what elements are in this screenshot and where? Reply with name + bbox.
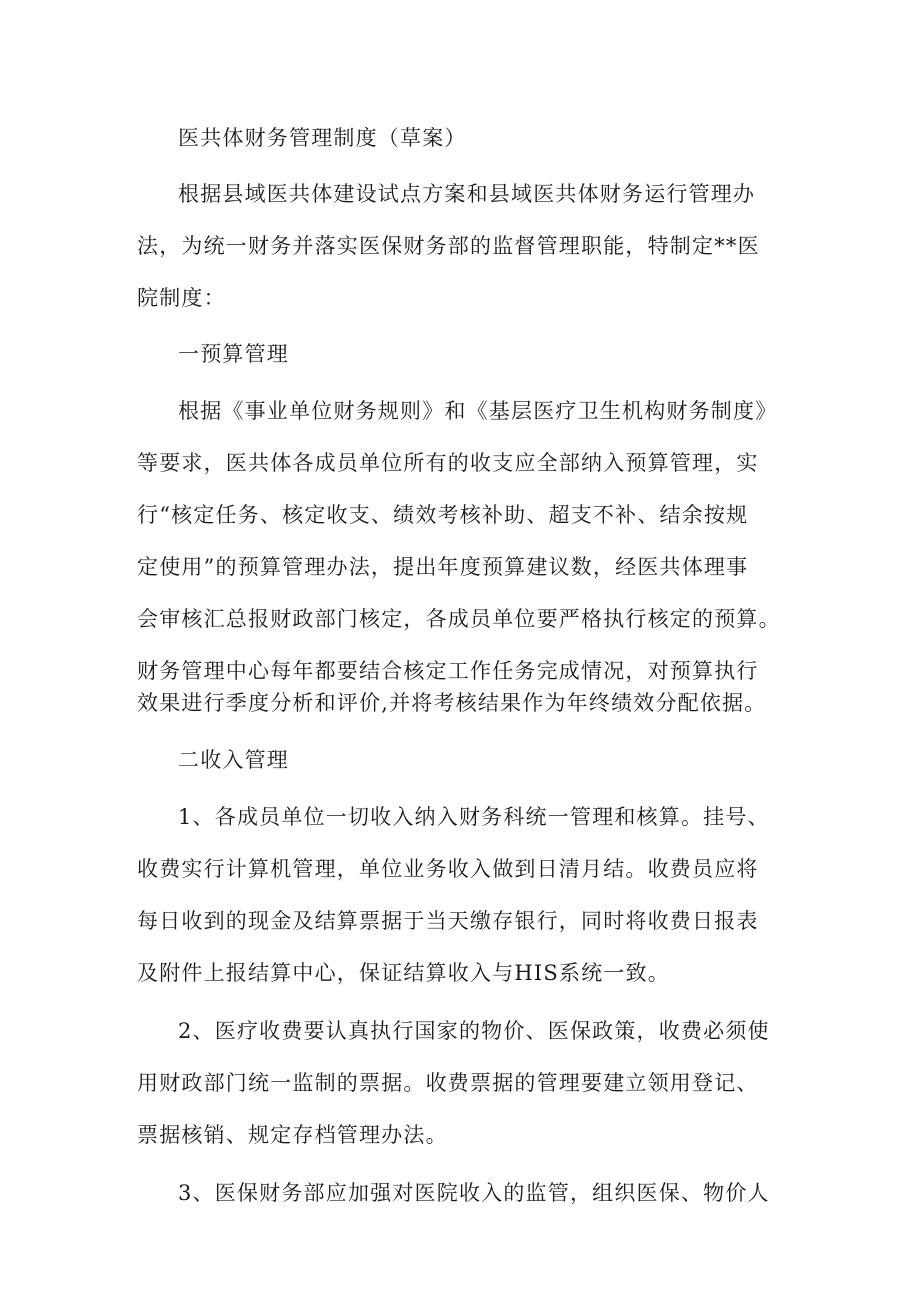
section-heading-income: 二收入管理 <box>178 748 289 772</box>
document-title: 医共体财务管理制度（草案） <box>178 126 467 150</box>
income-item1-line: 收费实行计算机管理，单位业务收入做到日清月结。收费员应将 <box>137 857 759 881</box>
budget-paragraph-line: 定使用”的预算管理办法，提出年度预算建议数，经医共体理事 <box>137 555 749 579</box>
budget-paragraph-line: 根据《事业单位财务规则》和《基层医疗卫生机构财务制度》 <box>178 399 778 423</box>
income-item1-line: 1、各成员单位一切收入纳入财务科统一管理和核算。挂号、 <box>178 805 770 829</box>
income-item1-line: 及附件上报结算中心，保证结算收入与HIS系统一致。 <box>137 961 670 985</box>
budget-paragraph-line: 行“核定任务、核定收支、绩效考核补助、超支不补、结余按规 <box>137 503 749 527</box>
intro-line: 根据县域医共体建设试点方案和县域医共体财务运行管理办 <box>178 182 756 206</box>
income-item1-line: 每日收到的现金及结算票据于当天缴存银行，同时将收费日报表 <box>137 909 759 933</box>
income-item2-line: 票据核销、规定存档管理办法。 <box>137 1123 448 1147</box>
income-item2-line: 2、医疗收费要认真执行国家的物价、医保政策，收费必须使 <box>178 1019 770 1043</box>
intro-line: 院制度： <box>137 286 226 310</box>
budget-paragraph-line: 财务管理中心每年都要结合核定工作任务完成情况，对预算执行 <box>137 659 759 683</box>
budget-paragraph-line: 效果进行季度分析和评价,并将考核结果作为年终绩效分配依据。 <box>137 691 767 715</box>
intro-line: 法，为统一财务并落实医保财务部的监督管理职能，特制定**医 <box>137 234 760 258</box>
section-heading-budget: 一预算管理 <box>178 342 289 366</box>
budget-paragraph-line: 等要求，医共体各成员单位所有的收支应全部纳入预算管理，实 <box>137 451 759 475</box>
income-item3-line: 3、医保财务部应加强对医院收入的监管，组织医保、物价人 <box>178 1181 770 1205</box>
income-item2-line: 用财政部门统一监制的票据。收费票据的管理要建立领用登记、 <box>137 1071 759 1095</box>
budget-paragraph-line: 会审核汇总报财政部门核定，各成员单位要严格执行核定的预算。 <box>137 607 781 631</box>
